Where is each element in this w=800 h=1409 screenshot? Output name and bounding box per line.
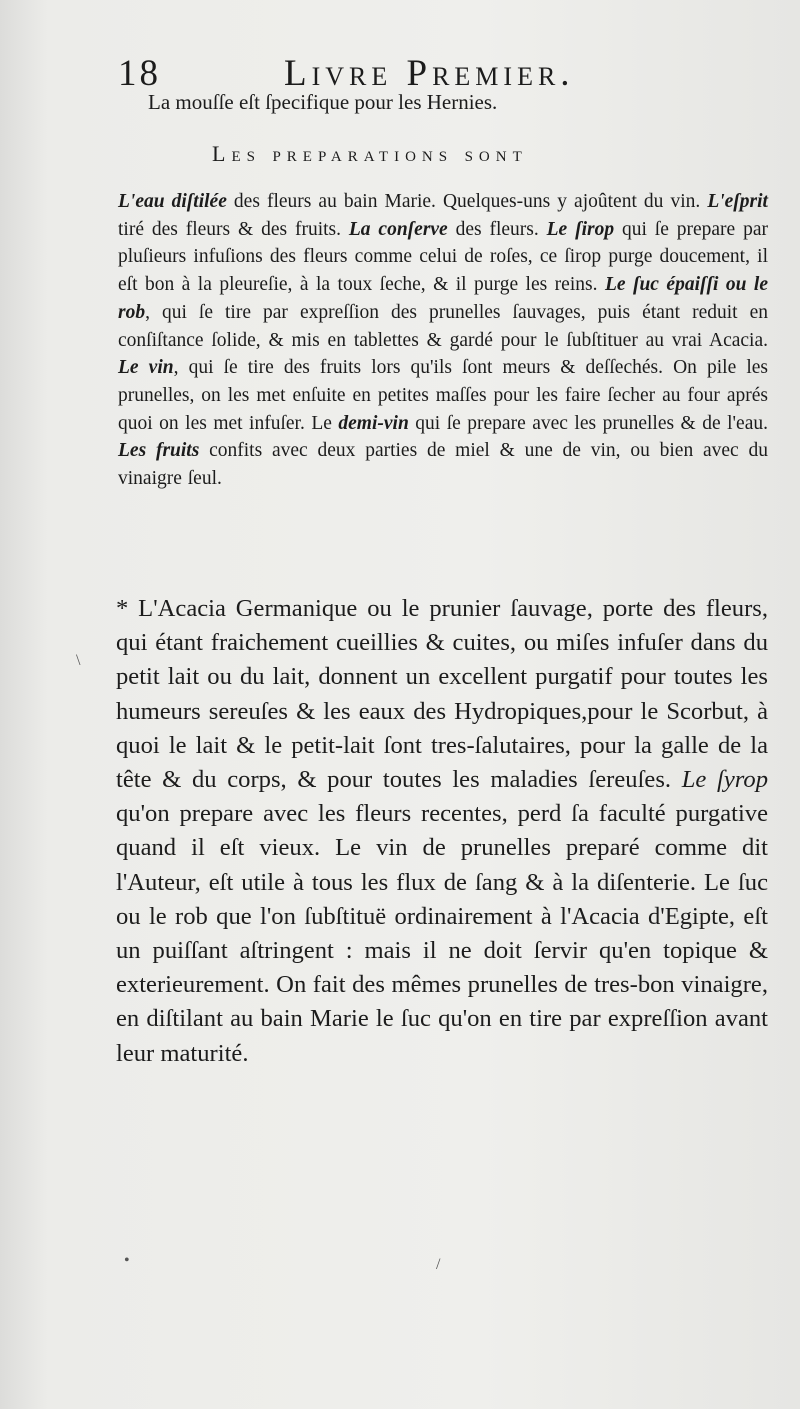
- note-paragraph: [116, 592, 768, 1071]
- preparations-paragraph: [118, 188, 768, 493]
- term: Le vin: [118, 357, 174, 379]
- term: Le ſyrop: [681, 766, 768, 794]
- running-head: Livre Premier.: [284, 53, 575, 94]
- continued-line: La mouſſe eſt ſpecifique pour les Hernies.: [148, 90, 498, 114]
- margin-dot: •: [124, 1252, 130, 1269]
- text: des fleurs au bain Marie. Quelques-uns y ajoûtent du vin.: [226, 191, 708, 212]
- term: demi-vin: [338, 412, 409, 434]
- term: La conſerve: [348, 218, 448, 240]
- text: , qui ſe tire par expreſſion des prunelles ſauvages, puis étant reduit en conſiſtance ſolide, & mis en tablettes & gardé pour le ſubſtituer au vrai Acacia.: [118, 301, 768, 351]
- text: des fleurs.: [447, 218, 547, 240]
- page-number: 18: [118, 53, 161, 94]
- term: L'eſprit: [707, 191, 768, 212]
- text: qui ſe prepare par pluſieurs infuſions des fleurs comme celui de roſes, ce ſirop purge doucement, il eſt bon à la pleureſie, à la toux ſeche, & il purge les reins.: [118, 218, 768, 296]
- text: , qui ſe tire des fruits lors qu'ils ſont meurs & deſſechés. On pile les prunelles, on les met enſuite en petites maſſes pour les faire ſecher au four aprés quoi on les met infuſer. Le: [118, 357, 768, 434]
- text: qu'on prepare avec les fleurs recentes, perd ſa faculté purgative quand il eſt vieux. Le vin de prunelles preparé comme dit l'Auteur, eſt utile à tous les flux de ſang & à la diſenterie. Le ſuc ou le rob que l'on ſubſtituë ordinairement à l'Acacia d'Egipte, eſt un puiſſant aſtringent : mais il ne doit ſervir qu'en topique & exterieurement. On fait des mêmes prunelles de tres-bon vinaigre, en diſtilant au bain Marie le ſuc qu'on en tire par expreſſion avant leur maturité.: [116, 800, 768, 1067]
- text: * L'Acacia Germanique ou le prunier ſauvage, porte des fleurs, qui étant fraichement cueillies & cuites, ou miſes infuſer dans du petit lait ou du lait, donnent un excellent purgatif pour toutes les humeurs sereuſes & les eaux des Hydropiques,pour le Scorbut, à quoi le lait & le petit-lait ſont tres-ſalutaires, pour la galle de la tête & du corps, & pour toutes les maladies ſereuſes.: [116, 595, 768, 794]
- term: Le ſuc épaiſſi ou le rob: [118, 274, 768, 323]
- text: confits avec deux parties de miel & une de vin, ou bien avec du vinaigre ſeul.: [118, 440, 768, 490]
- text: qui ſe prepare avec les prunelles & de l'eau.: [408, 412, 768, 434]
- term: Les fruits: [118, 440, 200, 462]
- section-title: Les preparations sont: [212, 141, 528, 166]
- text: tiré des fleurs & des fruits.: [118, 218, 349, 240]
- term: L'eau diſtilée: [118, 191, 227, 212]
- term: Le ſirop: [546, 218, 615, 240]
- margin-mark: \: [76, 652, 81, 669]
- margin-mark: /: [436, 1256, 441, 1273]
